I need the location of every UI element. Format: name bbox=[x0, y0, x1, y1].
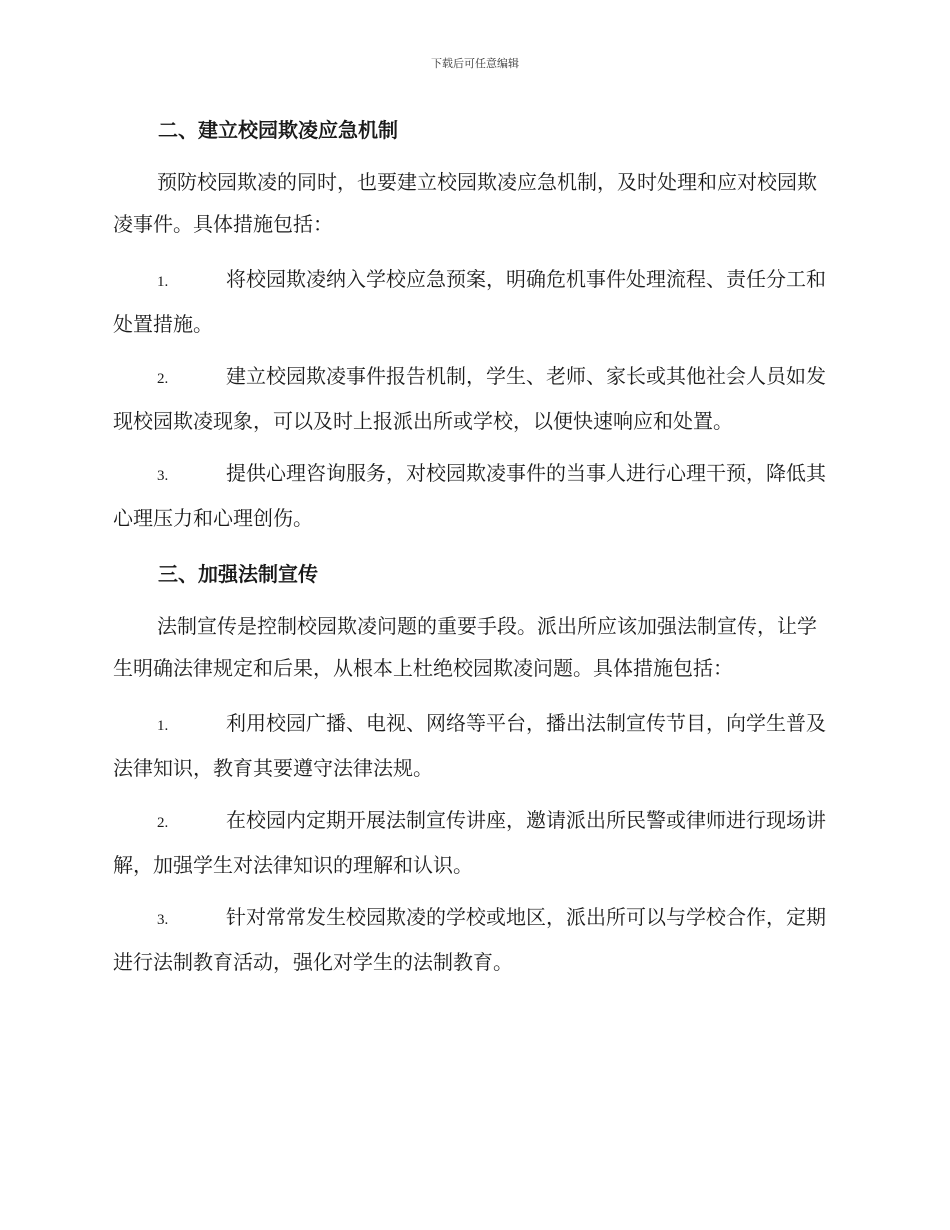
section-2-heading: 二、建立校园欺凌应急机制 bbox=[158, 118, 398, 142]
section-2-item-1 bbox=[113, 258, 833, 345]
item-number: 1. bbox=[157, 718, 169, 734]
section-2-item-2 bbox=[113, 355, 833, 442]
item-text: 将校园欺凌纳入学校应急预案，明确危机事件处理流程、责任分工和处置措施。 bbox=[113, 267, 826, 336]
section-3-item-3 bbox=[113, 896, 833, 983]
section-3-item-2 bbox=[113, 799, 833, 886]
section-2-intro-text: 预防校园欺凌的同时，也要建立校园欺凌应急机制，及时处理和应对校园欺凌事件。具体措施包括： bbox=[113, 170, 817, 236]
section-3-heading: 三、加强法制宣传 bbox=[158, 562, 318, 586]
page-header: 下载后可任意编辑 bbox=[431, 57, 519, 70]
item-number: 1. bbox=[157, 274, 169, 290]
section-2-item-3 bbox=[113, 452, 833, 539]
item-text: 利用校园广播、电视、网络等平台，播出法制宣传节目，向学生普及法律知识，教育其要遵守法律法规。 bbox=[113, 711, 826, 780]
item-text: 提供心理咨询服务，对校园欺凌事件的当事人进行心理干预，降低其心理压力和心理创伤。 bbox=[113, 461, 826, 530]
item-text: 建立校园欺凌事件报告机制，学生、老师、家长或其他社会人员如发现校园欺凌现象，可以及时上报派出所或学校，以便快速响应和处置。 bbox=[113, 364, 826, 433]
item-text: 在校园内定期开展法制宣传讲座，邀请派出所民警或律师进行现场讲解，加强学生对法律知识的理解和认识。 bbox=[113, 808, 826, 877]
item-number: 2. bbox=[157, 371, 169, 387]
item-number: 3. bbox=[157, 912, 169, 928]
section-3-intro-text: 法制宣传是控制校园欺凌问题的重要手段。派出所应该加强法制宣传，让学生明确法律规定和后果，从根本上杜绝校园欺凌问题。具体措施包括： bbox=[113, 614, 817, 680]
item-number: 2. bbox=[157, 815, 169, 831]
item-text: 针对常常发生校园欺凌的学校或地区，派出所可以与学校合作，定期进行法制教育活动，强化对学生的法制教育。 bbox=[113, 905, 826, 974]
section-2-intro bbox=[113, 161, 833, 245]
item-number: 3. bbox=[157, 468, 169, 484]
section-3-item-1 bbox=[113, 702, 833, 789]
section-3-intro bbox=[113, 605, 833, 689]
